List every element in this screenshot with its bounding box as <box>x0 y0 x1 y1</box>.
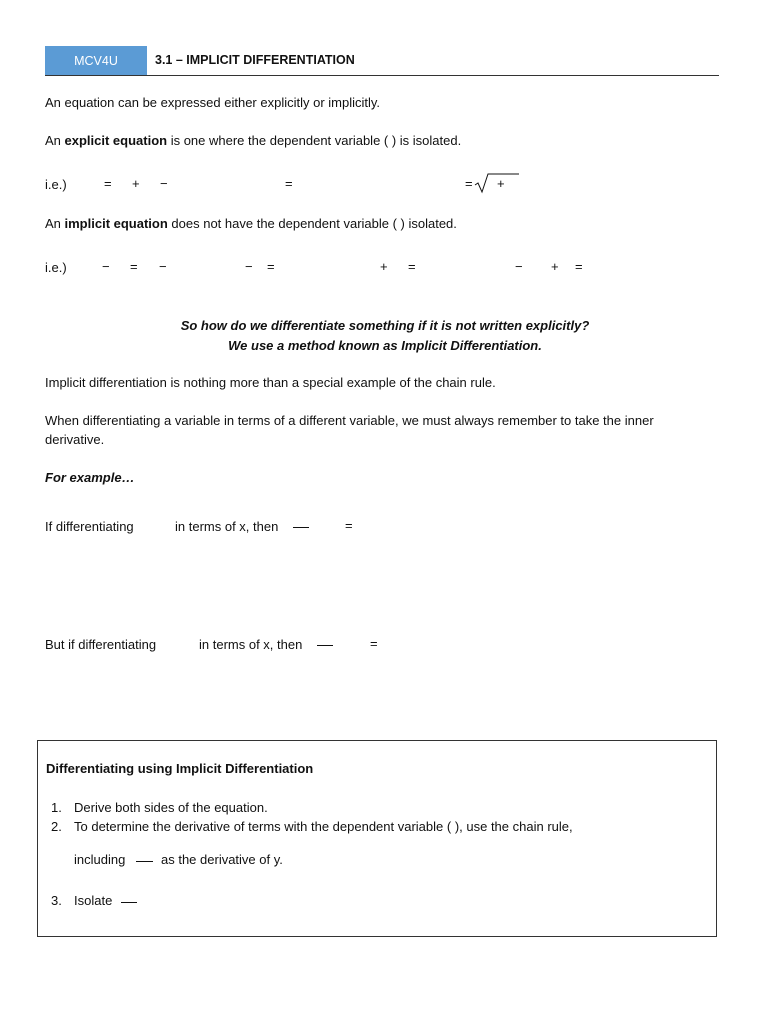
example-2-part-2: in terms of x, then <box>199 637 303 652</box>
example-1-eq: = <box>345 518 353 533</box>
procedure-title: Differentiating using Implicit Differentiation <box>46 761 314 776</box>
implicit-minus-4: − <box>515 259 523 274</box>
header-bar <box>45 46 719 76</box>
page-title: 3.1 – IMPLICIT DIFFERENTIATION <box>155 53 355 67</box>
step-1-text: Derive both sides of the equation. <box>74 800 268 815</box>
chain-rule-text: Implicit differentiation is nothing more than a special example of the chain rule. <box>45 375 496 390</box>
example-1-part-2: in terms of x, then <box>175 519 279 534</box>
example-2-fraction-bar <box>317 645 333 646</box>
explicit-prefix: An <box>45 133 65 148</box>
step-2-continuation-b: as the derivative of y. <box>161 852 283 867</box>
implicit-eq-3: = <box>408 259 416 274</box>
for-example-label: For example… <box>45 470 135 485</box>
step-3-fraction-bar <box>121 902 137 903</box>
implicit-minus-1: − <box>102 259 110 274</box>
implicit-eq-1: = <box>130 259 138 274</box>
step-2-continuation-a: including <box>74 852 126 867</box>
inner-derivative-line-2: derivative. <box>45 432 105 447</box>
implicit-definition <box>45 214 457 233</box>
explicit-ie-label: i.e.) <box>45 177 67 192</box>
implicit-eq-2: = <box>267 259 275 274</box>
implicit-plus-2: + <box>551 259 559 274</box>
explicit-eq-1: = <box>104 176 112 191</box>
implicit-prefix: An <box>45 216 65 231</box>
step-1-number: 1. <box>51 800 62 815</box>
question-line-1: So how do we differentiate something if it is not written explicitly? <box>180 318 590 333</box>
example-1-fraction-bar <box>293 527 309 528</box>
example-1-part-1: If differentiating <box>45 519 134 534</box>
example-2-part-1: But if differentiating <box>45 637 157 652</box>
step-2-fraction-bar <box>136 861 153 862</box>
explicit-eq-3: = <box>465 176 473 191</box>
question-line-2: We use a method known as Implicit Differentiation. <box>228 338 542 353</box>
step-2-number: 2. <box>51 819 62 834</box>
explicit-definition <box>45 131 461 150</box>
intro-text: An equation can be expressed either explicitly or implicitly. <box>45 95 381 110</box>
implicit-term: implicit equation <box>64 216 168 231</box>
implicit-minus-3: − <box>245 259 253 274</box>
implicit-eq-4: = <box>575 259 583 274</box>
example-2-eq: = <box>370 636 378 651</box>
inner-derivative-line-1: When differentiating a variable in terms of a different variable, we must always remember to take the inner <box>45 413 654 428</box>
explicit-plus-2: + <box>497 176 505 191</box>
implicit-plus-1: + <box>380 259 388 274</box>
explicit-minus-1: − <box>160 176 168 191</box>
procedure-box <box>37 740 717 937</box>
explicit-eq-2: = <box>285 176 293 191</box>
implicit-suffix: does not have the dependent variable ( ) isolated. <box>167 216 457 231</box>
step-3-number: 3. <box>51 893 62 908</box>
explicit-suffix: is one where the dependent variable ( ) is isolated. <box>167 133 462 148</box>
course-tag: MCV4U <box>45 46 147 75</box>
explicit-plus-1: + <box>132 176 140 191</box>
step-3-text: Isolate <box>74 893 113 908</box>
explicit-term: explicit equation <box>64 133 168 148</box>
implicit-ie-label: i.e.) <box>45 260 67 275</box>
step-2-text: To determine the derivative of terms with the dependent variable ( ), use the chain rule, <box>74 819 573 834</box>
implicit-minus-2: − <box>159 259 167 274</box>
